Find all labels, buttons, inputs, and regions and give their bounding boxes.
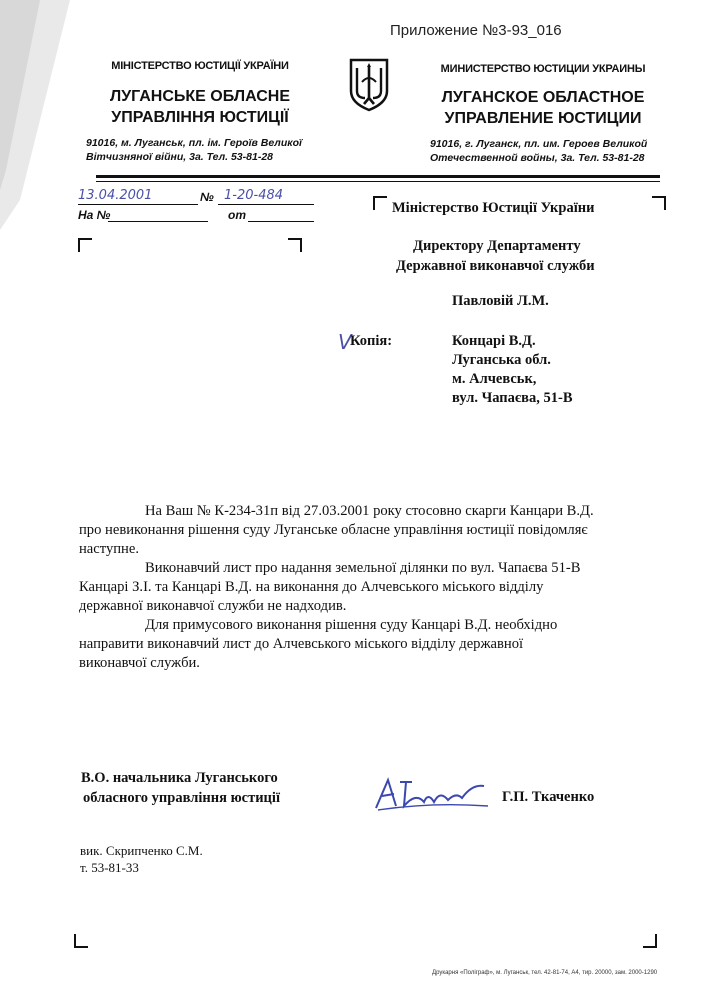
copy-check-mark: V xyxy=(338,330,352,354)
signatory-title-line2: обласного управління юстиції xyxy=(83,790,280,806)
corner-mark xyxy=(643,934,657,948)
print-footer: Друкарня «Поліграф», м. Луганськ, тел. 42-81-74, А4, тир. 20000, зам. 2000-1290 xyxy=(432,970,658,976)
header-right-org-line1: ЛУГАНСКОЕ ОБЛАСТНОЕ xyxy=(441,89,645,106)
header-right-ministry: МИНИСТЕРСТВО ЮСТИЦИИ УКРАИНЫ xyxy=(440,63,646,75)
copy-line3: м. Алчевськ, xyxy=(452,371,537,387)
header-left-address-line1: 91016, м. Луганськ, пл. ім. Героїв Великої xyxy=(86,137,302,149)
recipient-line2: Директору Департаменту xyxy=(413,238,581,254)
copy-line1: Концарі В.Д. xyxy=(452,333,536,349)
on-no-underline xyxy=(108,221,208,222)
body-p1-line1: На Ваш № К-234-31п від 27.03.2001 року стосовно скарги Канцари В.Д. xyxy=(145,503,594,519)
on-no-label: На № xyxy=(78,208,111,222)
header-right-address-line2: Отечественной войны, 3а. Тел. 53-81-28 xyxy=(430,152,645,164)
number-underline xyxy=(218,204,314,205)
recipient-line3: Державної виконавчої служби xyxy=(396,258,595,274)
header-left-ministry: МІНІСТЕРСТВО ЮСТИЦІЇ УКРАЇНИ xyxy=(111,60,289,72)
signatory-title-line1: В.О. начальника Луганського xyxy=(81,770,278,786)
from-underline xyxy=(248,221,314,222)
number-label: № xyxy=(200,190,214,204)
header-left-org-line1: ЛУГАНСЬКЕ ОБЛАСНЕ xyxy=(110,88,290,105)
handwritten-date: 13.04.2001 xyxy=(78,188,153,203)
body-p2-line1: Виконавчий лист про надання земельної ділянки по вул. Чапаєва 51-В xyxy=(145,560,581,576)
letter-body xyxy=(79,502,661,673)
recipient-line1: Міністерство Юстиції України xyxy=(392,200,595,216)
corner-mark xyxy=(74,934,88,948)
copy-line4: вул. Чапаєва, 51-В xyxy=(452,390,573,406)
from-label: от xyxy=(228,208,246,222)
handwritten-number: 1-20-484 xyxy=(224,188,284,203)
copy-label: Копія: xyxy=(350,333,393,349)
header-right-org-line2: УПРАВЛЕНИЕ ЮСТИЦИИ xyxy=(444,110,642,127)
header-right xyxy=(420,63,666,165)
header-left-address-line2: Вітчизняної війни, 3а. Тел. 53-81-28 xyxy=(86,151,274,163)
body-p2-line2: Канцарі З.І. та Канцарі В.Д. на виконання до Алчевського міського відділу xyxy=(79,579,544,595)
body-p3-line3: виконавчої служби. xyxy=(79,655,200,671)
executor-phone: т. 53-81-33 xyxy=(80,860,139,875)
signatory-name: Г.П. Ткаченко xyxy=(502,789,595,805)
recipient-name: Павловій Л.М. xyxy=(452,293,549,309)
body-p2-line3: державної виконавчої служби не надходив. xyxy=(79,598,347,614)
header-left-org-line2: УПРАВЛІННЯ ЮСТИЦІЇ xyxy=(111,109,289,126)
date-underline xyxy=(78,204,198,205)
header-rule-thick xyxy=(96,175,660,178)
body-p1-line3: наступне. xyxy=(79,541,139,557)
body-p1-line2: про невиконання рішення суду Луганське обласне управління юстиції повідомляє xyxy=(79,522,588,538)
body-p3-line1: Для примусового виконання рішення суду Канцарі В.Д. необхідно xyxy=(145,617,558,633)
handwritten-signature xyxy=(372,772,492,816)
copy-line2: Луганська обл. xyxy=(452,352,551,368)
reference-block xyxy=(78,188,318,228)
corner-mark xyxy=(652,196,666,210)
corner-mark xyxy=(373,196,387,210)
header-rule-thin xyxy=(96,181,660,182)
corner-mark xyxy=(78,238,92,252)
page-fold-shadow xyxy=(0,0,90,230)
trident-coat-of-arms-icon xyxy=(348,57,390,113)
executor-name: вик. Скрипченко С.М. xyxy=(80,843,203,858)
body-p3-line2: направити виконавчий лист до Алчевського міського відділу державної xyxy=(79,636,524,652)
header-left xyxy=(80,60,320,164)
corner-mark xyxy=(288,238,302,252)
annex-label: Приложение №3-93_016 xyxy=(390,22,562,39)
header-right-address-line1: 91016, г. Луганск, пл. им. Героев Великой xyxy=(430,138,648,150)
